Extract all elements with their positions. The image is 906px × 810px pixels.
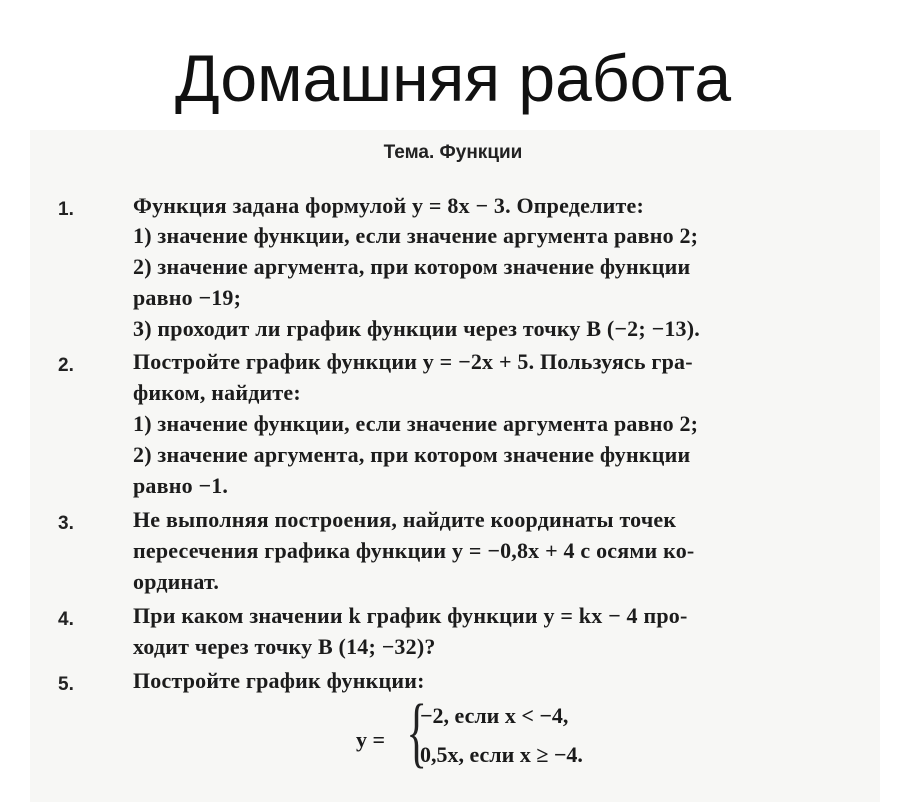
task-1-line-3: 2) значение аргумента, при котором значение функции (133, 254, 691, 279)
task-4-line-2: ходит через точку B (14; −32)? (133, 634, 436, 659)
task-5-number: 5. (58, 674, 74, 695)
task-3-line-2: пересечения графика функции y = −0,8x + 4 с осями ко- (133, 538, 695, 563)
task-2-number: 2. (58, 355, 74, 376)
piecewise-case-1: −2, если x < −4, (420, 703, 569, 728)
task-1-number: 1. (58, 199, 74, 220)
task-3-line-1: Не выполняя построения, найдите координаты точек (133, 507, 677, 532)
task-2-line-5: равно −1. (133, 473, 229, 498)
task-1-line-2: 1) значение функции, если значение аргумента равно 2; (133, 223, 699, 248)
task-2-line-2: фиком, найдите: (133, 380, 301, 405)
piecewise-brace: { (406, 688, 428, 775)
task-1-line-1: Функция задана формулой y = 8x − 3. Определите: (133, 193, 645, 218)
piecewise-case-2: 0,5x, если x ≥ −4. (420, 742, 583, 767)
piecewise-lhs: y = (356, 727, 386, 752)
task-3-line-3: ординат. (133, 569, 220, 594)
slide-title: Домашняя работа (174, 41, 732, 115)
task-1-line-5: 3) проходит ли график функции через точку B (−2; −13). (133, 316, 700, 341)
task-1-line-4: равно −19; (133, 285, 242, 310)
task-2-line-3: 1) значение функции, если значение аргумента равно 2; (133, 411, 699, 436)
task-4-line-1: При каком значении k график функции y = kx − 4 про- (133, 603, 688, 628)
task-4-number: 4. (58, 609, 74, 630)
topic-heading: Тема. Функции (383, 142, 523, 163)
task-2-line-4: 2) значение аргумента, при котором значение функции (133, 442, 691, 467)
task-5-line-1: Постройте график функции: (133, 668, 425, 693)
task-3-number: 3. (58, 513, 74, 534)
task-2-line-1: Постройте график функции y = −2x + 5. Пользуясь гра- (133, 349, 693, 374)
